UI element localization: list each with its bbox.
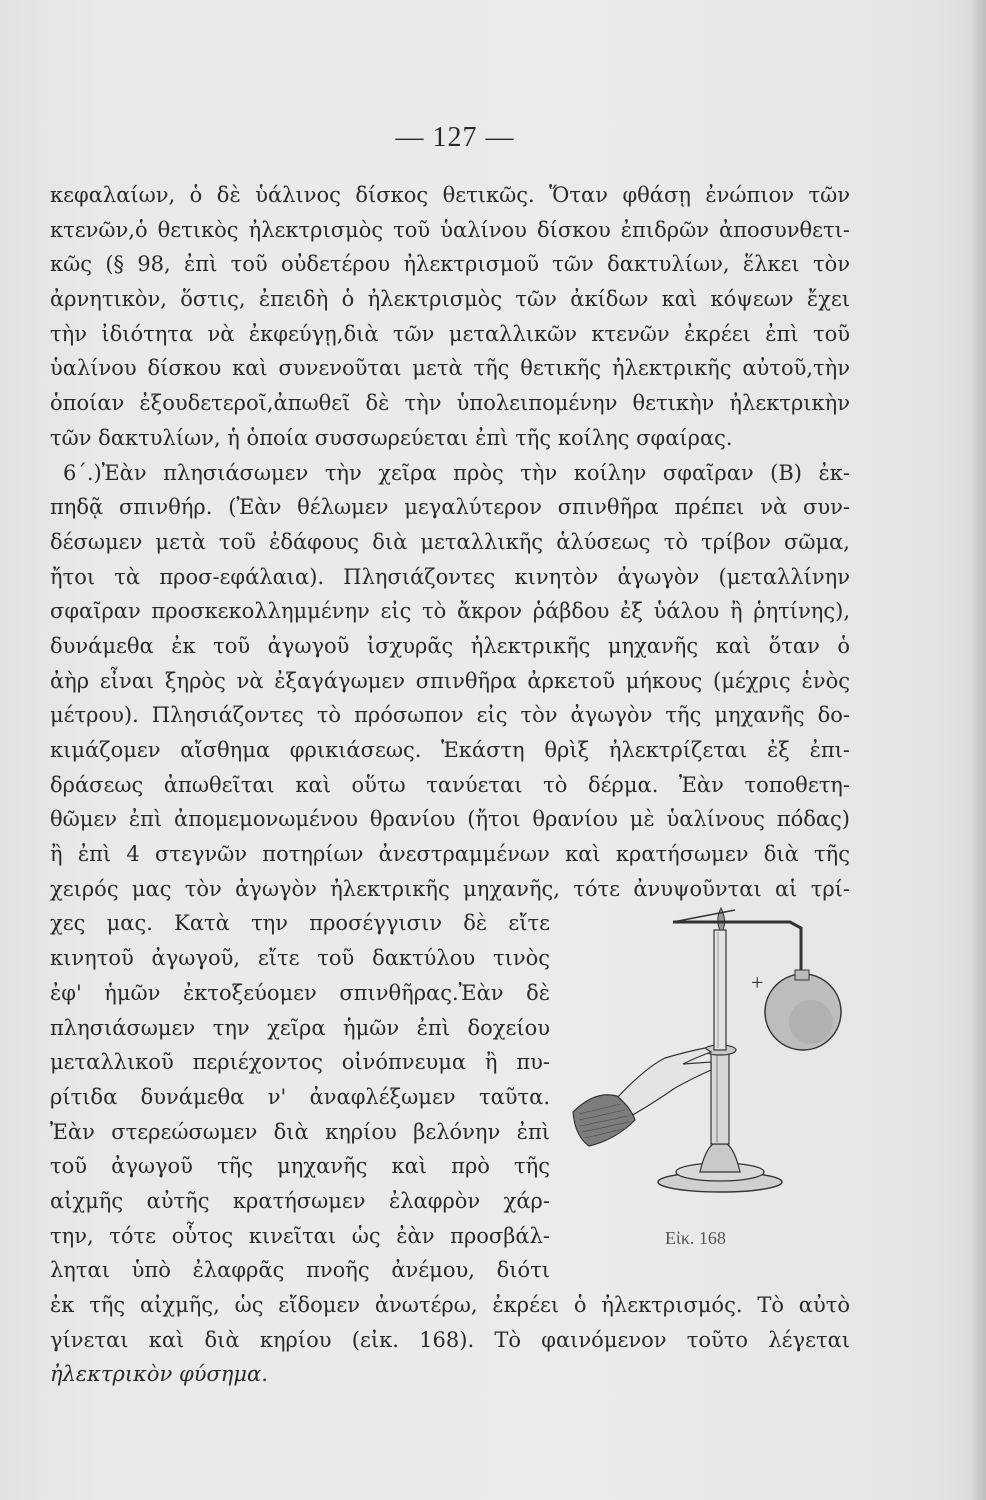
text-line: πλησιάσωμεν την χεῖρα ἡμῶν ἐπὶ δοχείου: [50, 1015, 550, 1040]
text-line: κτενῶν,ὁ θετικὸς ἠλεκτρισμὸς τοῦ ὑαλίνου δίσκου ἐπιδρῶν ἀποσυνθετι-: [50, 217, 850, 242]
text-line: αἰχμῆς αὐτῆς κρατήσωμεν ἐλαφρὸν χάρ-: [50, 1188, 550, 1213]
text-line: κιμάζομεν αἴσθημα φρικιάσεως. Ἑκάστη θρὶξ ἠλεκτρίζεται ἐξ ἐπι-: [50, 738, 850, 762]
text-line: 6΄.)Ἐὰν πλησιάσωμεν τὴν χεῖρα πρὸς τὴν κοίλην σφαῖραν (B) ἐκ-: [63, 460, 850, 485]
conductor-wire: [673, 922, 801, 972]
figure-168-illustration: [565, 900, 865, 1200]
stand-foot: [700, 1144, 740, 1172]
text-line: ἤτοι τὰ προσ-εφάλαια). Πλησιάζοντες κινητὸν ἀγωγὸν (μεταλλίνην: [50, 564, 850, 589]
text-line: ὁποίαν ἐξουδετεροῖ,ἀπωθεῖ δὲ τὴν ὑπολειπομένην θετικὴν ἠλεκτρικὴν: [50, 391, 850, 416]
text-line: κεφαλαίων, ὁ δὲ ὑάλινος δίσκος θετικῶς. Ὅταν φθάσῃ ἐνώπιον τῶν: [50, 183, 850, 207]
text-line: ἀὴρ εἶναι ξηρὸς νὰ ἐξαγάγωμεν σπινθῆρα ἀρκετοῦ μήκους (μέχρις ἑνὸς: [50, 668, 850, 693]
text-line: γίνεται καὶ διὰ κηρίου (εἰκ. 168). Τὸ φαινόμενον τοῦτο λέγεται: [50, 1327, 850, 1352]
text-line: κῶς (§ 98, ἐπὶ τοῦ οὐδετέρου ἠλεκτρισμοῦ τῶν δακτυλίων, ἕλκει τὸν: [50, 252, 850, 277]
text-line: δέσωμεν μετὰ τοῦ ἐδάφους διὰ μεταλλικῆς ἁλύσεως τὸ τρίβον σῶμα,: [50, 529, 850, 554]
candle-flame: [718, 908, 725, 930]
text-line: σφαῖραν προσκεκολλημμένην εἰς τὸ ἄκρον ῥάβδου ἐξ ὑάλου ἢ ῥητίνης),: [50, 599, 850, 624]
text-line: ὑαλίνου δίσκου καὶ συνενοῦται μετὰ τῆς θετικῆς ἠλεκτρικῆς αὐτοῦ,τὴν: [50, 356, 850, 381]
text-line: ἐκ τῆς αἰχμῆς, ὡς εἴδομεν ἀνωτέρω, ἐκρέει ὁ ἠλεκτρισμός. Τὸ αὐτὸ: [50, 1293, 850, 1317]
text-line: θῶμεν ἐπὶ ἀπομεμονωμένου θρανίου (ἤτοι θρανίου μὲ ὑαλίνους πόδας): [50, 807, 850, 832]
text-line: ρίτιδα δυνάμεθα ν' ἀναφλέξωμεν ταῦτα.: [50, 1084, 550, 1109]
text-line: τοῦ ἀγωγοῦ τῆς μηχανῆς καὶ πρὸ τῆς: [50, 1154, 550, 1179]
page-number: — 127 —: [395, 122, 515, 153]
text-line: μεταλλικοῦ περιέχοντος οἰνόπνευμα ἢ πυ-: [50, 1050, 550, 1075]
plus-sign: +: [751, 970, 764, 995]
text-line: ἐφ' ἡμῶν ἐκτοξεύομεν σπινθῆρας.Ἐὰν δὲ: [50, 980, 550, 1005]
text-line: ἢ ἐπὶ 4 στεγνῶν ποτηρίων ἀνεστραμμένων καὶ κρατήσωμεν διὰ τῆς: [50, 842, 850, 867]
text-line: δυνάμεθα ἐκ τοῦ ἀγωγοῦ ἰσχυρᾶς ἠλεκτρικῆς μηχανῆς καὶ ὅταν ὁ: [50, 633, 850, 658]
candle: [714, 930, 726, 1050]
text-line: κινητοῦ ἀγωγοῦ, εἴτε τοῦ δακτύλου τινὸς: [50, 946, 550, 971]
text-line: μέτρου). Πλησιάζοντες τὸ πρόσωπον εἰς τὸν ἀγωγὸν τῆς μηχανῆς δο-: [50, 703, 850, 728]
text-line: την, τότε οὗτος κινεῖται ὡς ἐὰν προσβάλ-: [50, 1223, 550, 1248]
text-line: πηδᾷ σπινθήρ. (Ἐὰν θέλωμεν μεγαλύτερον σπινθῆρα πρέπει νὰ συν-: [50, 495, 850, 520]
text-line: Ἐὰν στερεώσωμεν διὰ κηρίου βελόνην ἐπὶ: [50, 1119, 550, 1144]
body-text: [50, 178, 850, 1392]
page-edge-shadow: [972, 0, 986, 1500]
figure-caption: Εἰκ. 168: [665, 1228, 726, 1248]
text-line: δράσεως ἀπωθεῖται καὶ οὕτω τανύεται τὸ δέρμα. Ἐὰν τοποθετη-: [50, 772, 850, 797]
hand: [617, 1048, 711, 1116]
text-line: χειρός μας τὸν ἀγωγὸν ἠλεκτρικῆς μηχανῆς, τότε ἀνυψοῦνται αἱ τρί-: [50, 876, 850, 901]
text-line: ληται ὑπὸ ἐλαφρᾶς πνοῆς ἀνέμου, διότι: [50, 1258, 550, 1283]
text-line-emphasis: ἠλεκτρικὸν φύσημα.: [50, 1362, 268, 1387]
stand-stem: [711, 1050, 729, 1144]
electric-wind-engraving: [565, 900, 865, 1200]
text-line: τῶν δακτυλίων, ἡ ὁποία συσσωρεύεται ἐπὶ τῆς κοίλης σφαίρας.: [50, 425, 733, 450]
text-line: χες μας. Κατὰ την προσέγγισιν δὲ εἴτε: [50, 911, 550, 936]
text-line: ἀρνητικὸν, ὅστις, ἐπειδὴ ὁ ἠλεκτρισμὸς τῶν ἀκίδων καὶ κόψεων ἔχει: [50, 287, 850, 312]
text-line: τὴν ἰδιότητα νὰ ἐκφεύγῃ,διὰ τῶν μεταλλικῶν κτενῶν ἐκρέει ἐπὶ τοῦ: [50, 321, 850, 346]
